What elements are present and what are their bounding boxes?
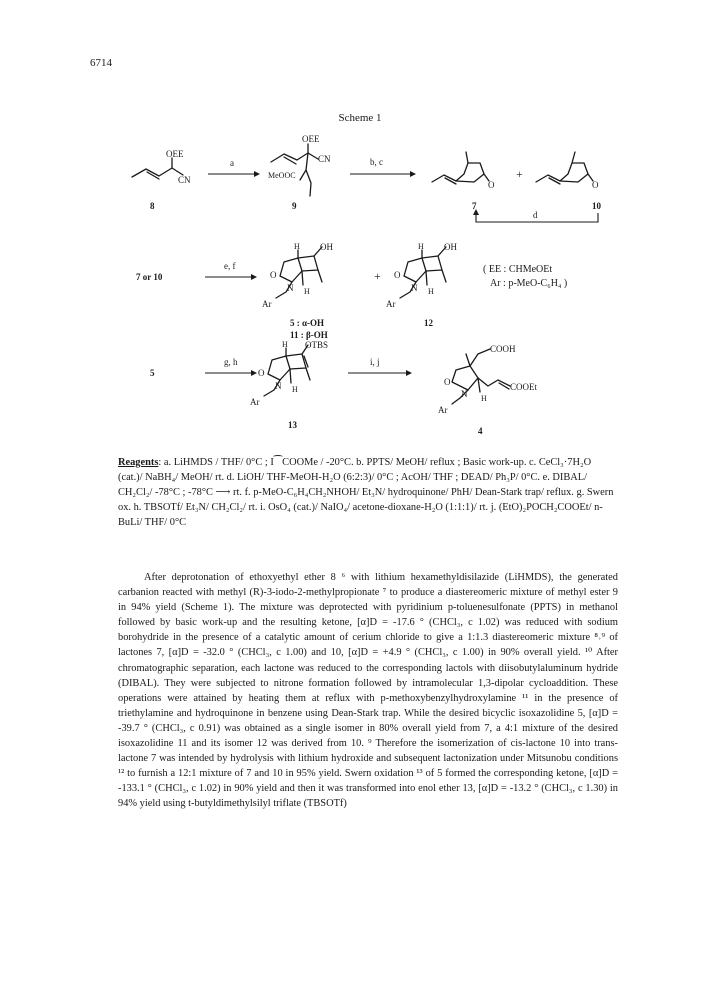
compound-9-label: 9 (292, 201, 297, 211)
compound-10-label: 10 (592, 201, 601, 211)
compound-9-cn-label: CN (318, 154, 331, 164)
compound-12-oh-label: OH (444, 242, 457, 252)
compound-4-cooh-label: COOH (490, 344, 516, 354)
compound-13-o-label: O (258, 368, 265, 378)
compound-12-o-label: O (394, 270, 401, 280)
compound-10-structure (536, 152, 599, 190)
compound-9-structure (268, 134, 331, 196)
compound-4-n-label: N (461, 389, 468, 399)
row3-start-label: 5 (150, 368, 155, 378)
compound-8-cn-label: CN (178, 175, 191, 185)
compound-7-structure (432, 152, 495, 190)
compound-4-o-label: O (444, 377, 451, 387)
reagent-ij-label: i, j (370, 357, 380, 367)
compound-7-carbonyl-o: O (488, 180, 495, 190)
compound-13-structure (250, 340, 328, 407)
compound-10-carbonyl-o: O (592, 180, 599, 190)
reagents-heading: Reagents (118, 457, 159, 468)
body-paragraph: After deprotonation of ethoxyethyl ether 8 ⁶ with lithium hexamethyldisilazide (LiHMDS), the generated carbanion reacted with methyl (R)-3-iodo-2-methylpropionate ⁷ to produce a diastereomeric mixture of methyl ester 9 in 94% yield (Scheme 1). The mixture was deprotected with pyridinium p-toluenesulfonate (PPTS) in methanol followed by basic work-up and the resulting ketone, [α]D = -17.6 ° (CHCl₃, c 1.02) was reduced with sodium borohydride in the presence of a catalytic amount of cerium chloride to give a 1:1.3 diastereomeric mixture ⁸˒⁹ of lactones 7, [α]D = -32.0 ° (CHCl₃, c 1.00) and 10, [α]D = +4.9 ° (CHCl₃, c 1.00) in 90% overall yield. ¹⁰ After chromatographic separation, each lactone was reduced to the corresponding lactols with diisobutylaluminum hydride (DIBAL). They were subjected to nitrone formation followed by intramolecular 1,3-dipolar cycloaddition. These operations were attained by heating them at reflux with p-methoxybenzylhydroxylamine ¹¹ in the presence of triethylamine and hydroquinone in benzene using Dean-Stark trap. While the desired bicyclic isoxazolidine 5, [α]D = -39.7 ° (CHCl₃, c 0.91) was obtained as a single isomer in 80% overall yield from 7, a 4:1 mixture of the desired isoxazolidine 11 and its isomer 12 was derived from 10. ⁹ Therefore the isomerization of cis-lactone 10 into trans-lactone 7 was intended by hydrolysis with lithium hydroxide and subsequent lactonization under Mitsunobu conditions ¹² to furnish a 12:1 mixture of 7 and 10 in 95% yield. Swern oxidation ¹³ of 5 formed the corresponding ketone, [α]D = -133.1 ° (CHCl₃, c 1.02) in 90% yield and then it was transformed into enol ether 13, [α]D = -13.2 ° (CHCl₃, c 1.30) in 94% yield using t-butyldimethylsilyl triflate (TBSOTf) (118, 572, 618, 810)
compound-4-label: 4 (478, 426, 483, 436)
reagents-legend (118, 455, 618, 530)
compound-11-label: 11 : β-OH (290, 330, 328, 340)
compound-5-n-label: N (287, 283, 294, 293)
compound-8-structure (132, 149, 191, 185)
compound-12-n-label: N (411, 283, 418, 293)
row2-start-label: 7 or 10 (136, 272, 163, 282)
compound-8-oee-label: OEE (166, 149, 184, 159)
reagent-bc-label: b, c (370, 157, 383, 167)
compound-4-cooet-label: COOEt (510, 382, 537, 392)
compound-5-h2-label: H (304, 287, 310, 296)
compound-5-o-label: O (270, 270, 277, 280)
compound-12-label: 12 (424, 318, 433, 328)
compound-13-h1-label: H (282, 340, 288, 349)
page-number: 6714 (90, 57, 112, 69)
legend-ee: ( EE : CHMeOEt (483, 264, 553, 275)
compound-8-label: 8 (150, 201, 155, 211)
compound-9-oee-label: OEE (302, 134, 320, 144)
compound-12-ar-label: Ar (386, 299, 396, 309)
compound-13-ar-label: Ar (250, 397, 260, 407)
scheme-title: Scheme 1 (338, 112, 382, 124)
legend-ar: Ar : p-MeO-C₆H₄ ) (490, 278, 568, 289)
compound-4-structure (438, 344, 537, 415)
reagent-ef-label: e, f (224, 261, 236, 271)
reagents-text: : a. LiHMDS / THF/ 0°C ; I⁀COOMe / -20°C. b. PPTS/ MeOH/ reflux ; Basic work-up. c. CeCl₃·7H₂O (cat.)/ NaBH₄/ MeOH/ rt. d. LiOH/ THF-MeOH-H₂O (6:2:3)/ 0°C ; AcOH/ THF ; DEAD/ Ph₃P/ 0°C. e. DIBAL/ CH₂Cl₂/ -78°C ; -78°C ⟶ rt. f. p-MeO-C₆H₄CH₂NHOH/ Et₃N/ hydroquinone/ PhH/ Dean-Stark trap/ reflux. g. Swern ox. h. TBSOTf/ Et₃N/ CH₂Cl₂/ rt. i. OsO₄ (cat.)/ NaIO₄/ acetone-dioxane-H₂O (1:1:1)/ rt. j. (EtO)₂POCH₂COOEt/ n-BuLi/ THF/ 0°C (118, 457, 614, 528)
compound-13-h2-label: H (292, 385, 298, 394)
reaction-scheme (0, 0, 720, 450)
compound-12-h1-label: H (418, 242, 424, 251)
compound-13-label: 13 (288, 420, 297, 430)
row2-plus: + (374, 269, 381, 283)
row1-plus: + (516, 167, 523, 181)
compound-12-h2-label: H (428, 287, 434, 296)
compound-4-ar-label: Ar (438, 405, 448, 415)
compound-13-otbs-label: OTBS (305, 340, 329, 350)
reagent-d-label: d (533, 210, 538, 220)
compound-5-ar-label: Ar (262, 299, 272, 309)
compound-5-structure (262, 242, 333, 309)
reagent-gh-label: g, h (224, 357, 238, 367)
compound-12-structure (386, 242, 457, 309)
reagent-a-label: a (230, 158, 234, 168)
compound-7-label: 7 (472, 201, 477, 211)
compound-5-oh-label: OH (320, 242, 333, 252)
compound-5-label: 5 : α-OH (290, 318, 325, 328)
compound-9-meooc-label: MeOOC (268, 171, 296, 180)
compound-5-h1-label: H (294, 242, 300, 251)
compound-4-h-label: H (481, 394, 487, 403)
compound-13-n-label: N (275, 381, 282, 391)
